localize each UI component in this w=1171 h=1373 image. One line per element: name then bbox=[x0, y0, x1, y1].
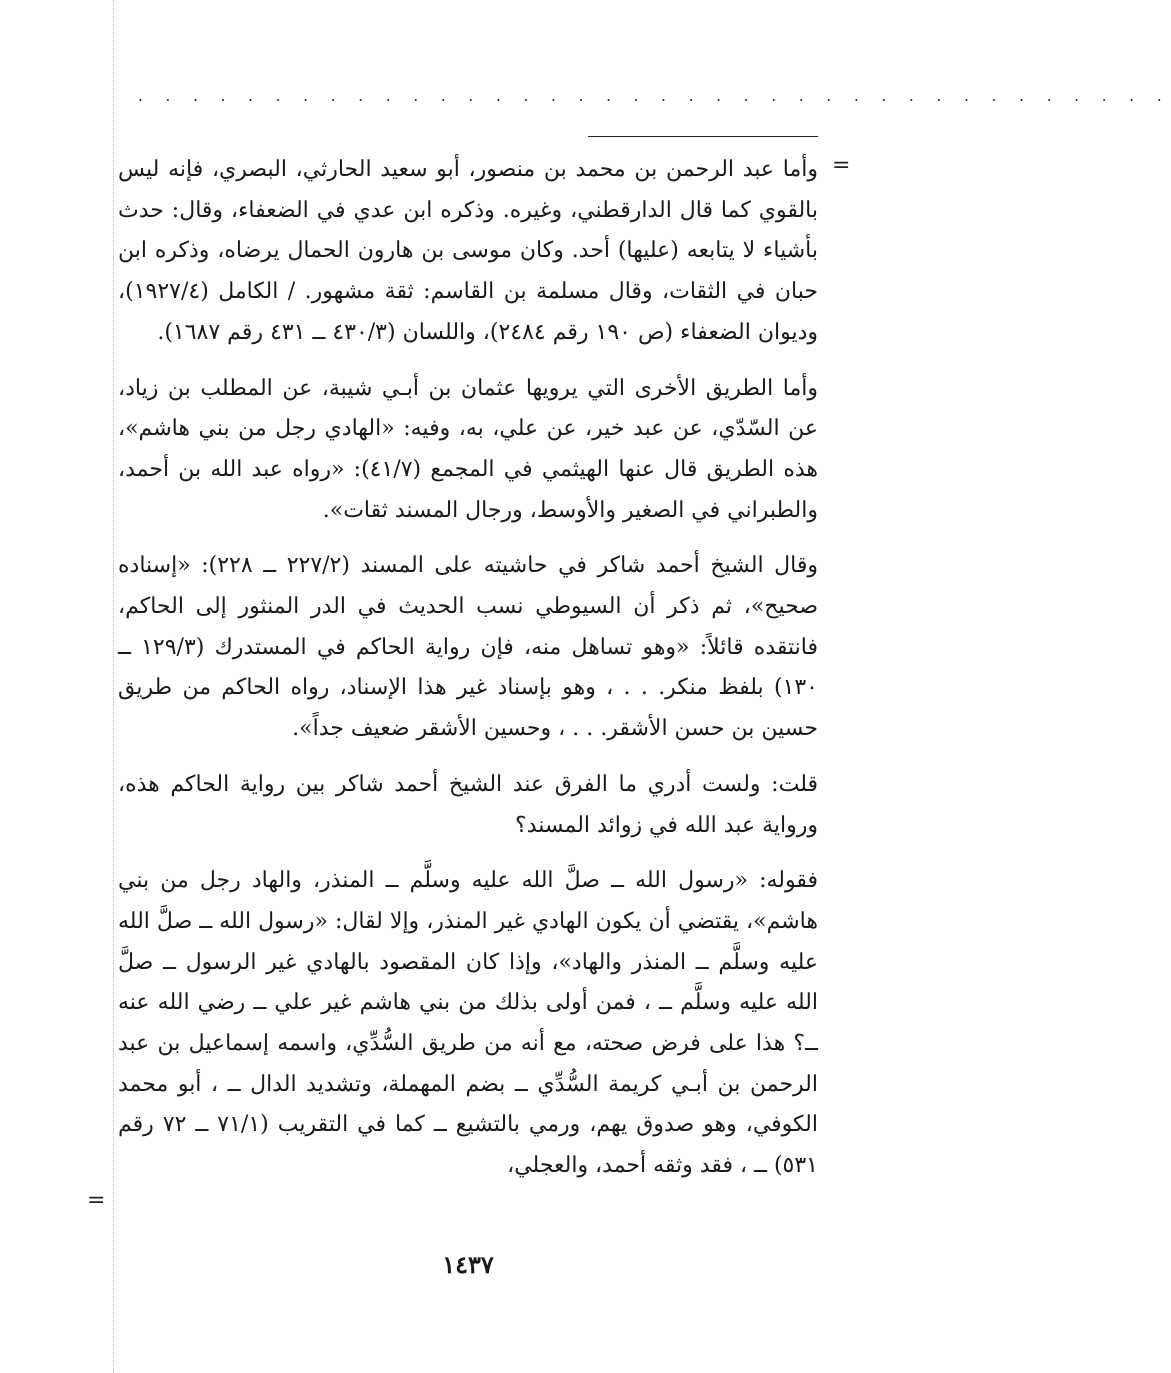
continuation-mark-bottom: = bbox=[87, 1188, 106, 1213]
dotted-separator: . . . . . . . . . . . . . . . . . . . . . . . . . . . . . . . . . . . . . . bbox=[138, 87, 1171, 105]
continuation-mark-top: = bbox=[832, 153, 851, 178]
paragraph-4: قلت: ولست أدري ما الفرق عند الشيخ أحمد شاكر بين رواية الحاكم هذه، ورواية عبد الله في زوائد المسند؟ bbox=[118, 771, 818, 838]
paragraph-3: وقال الشيخ أحمد شاكر في حاشيته على المسند (٢٢٧/٢ ــ ٢٢٨): «إسناده صحيح»، ثم ذكر أن السيوطي نسب الحديث في الدر المنثور إلى الحاكم، فانتقده قائلاً: «وهو تساهل منه، فإن رواية الحاكم في المستدرك (١٢٩/٣ ــ ١٣٠) بلفظ منكر. . . ، وهو بإسناد غير هذا الإسناد، رواه الحاكم من طريق حسين بن حسن الأشقر. . . ، وحسين الأشقر ضعيف جداً». bbox=[118, 553, 818, 742]
paragraph-5: فقوله: «رسول الله ــ صلَّ الله عليه وسلَّم ــ المنذر، والهاد رجل من بني هاشم»، يقتضي أن يكون الهادي غير المنذر، وإلا لقال: «رسول الله ــ صلَّ الله عليه وسلَّم ــ المنذر والهاد»، وإذا كان المقصود بالهادي غير الرسول ــ صلَّ الله عليه وسلَّم ــ ، فمن أولى بذلك من بني هاشم غير علي ــ رضي الله عنه ــ؟ هذا على فرض صحته، مع أنه من طريق السُّدِّي، واسمه إسماعيل بن عبد الرحمن بن أبـي كريمة السُّدِّي ــ بضم المهملة، وتشديد الدال ــ ، أبو محمد الكوفي، وهو صدوق يهم، ورمي بالتشيع ــ كما في التقريب (٧١/١ ــ ٧٢ رقم ٥٣١) ــ ، فقد وثقه أحمد، والعجلي، bbox=[118, 868, 819, 1179]
footnote-text bbox=[118, 150, 818, 1202]
page-number: ١٤٣٧ bbox=[442, 1250, 494, 1279]
footnote-rule bbox=[588, 136, 818, 137]
paragraph-1: وأما عبد الرحمن بن محمد بن منصور، أبو سعيد الحارثي، البصري، فإنه ليس بالقوي كما قال الدارقطني، وغيره. وذكره ابن عدي في الضعفاء، وقال: حدث بأشياء لا يتابعه (عليها) أحد. وكان موسى بن هارون الحمال يرضاه، وذكره ابن حبان في الثقات، وقال مسلمة بن القاسم: ثقة مشهور. / الكامل (١٩٢٧/٤)، وديوان الضعفاء (ص ١٩٠ رقم ٢٤٨٤)، واللسان (٤٣٠/٣ ــ ٤٣١ رقم ١٦٨٧). bbox=[118, 157, 818, 345]
scan-edge-line bbox=[113, 0, 114, 1373]
paragraph-2: وأما الطريق الأخرى التي يرويها عثمان بن أبـي شيبة، عن المطلب بن زياد، عن السّدّي، عن عبد خير، عن علي، به، وفيه: «الهادي رجل من بني هاشم»، هذه الطريق قال عنها الهيثمي في المجمع (٤١/٧): «رواه عبد الله بن أحمد، والطبراني في الصغير والأوسط، ورجال المسند ثقات». bbox=[118, 375, 818, 523]
